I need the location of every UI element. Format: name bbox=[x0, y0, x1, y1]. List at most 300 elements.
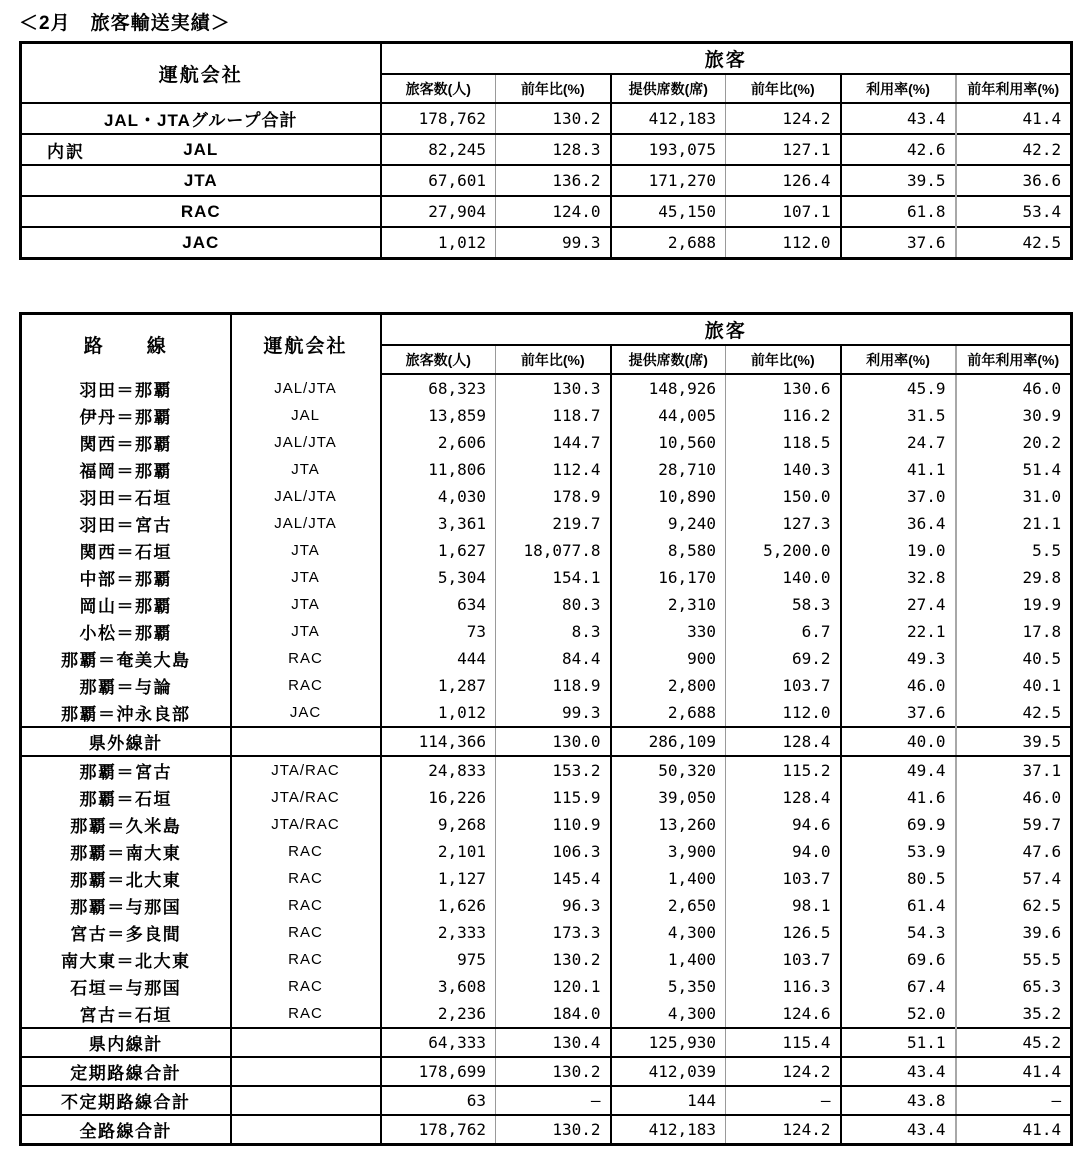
route-row bbox=[21, 699, 1072, 727]
value-cell: 2,236 bbox=[381, 1000, 496, 1028]
value-cell: 128.4 bbox=[726, 784, 841, 811]
value-cell: 2,606 bbox=[381, 429, 496, 456]
value-cell: 69.6 bbox=[841, 946, 956, 973]
value-cell: 94.0 bbox=[726, 838, 841, 865]
route-row bbox=[21, 756, 1072, 784]
route-row bbox=[21, 784, 1072, 811]
route-cell: 那覇＝石垣 bbox=[79, 790, 172, 809]
company-cell: JAL/JTA bbox=[231, 429, 381, 456]
value-cell: 412,183 bbox=[611, 103, 726, 134]
company-cell: RAC bbox=[231, 1000, 381, 1028]
company-cell bbox=[231, 1057, 381, 1086]
value-cell: 64,333 bbox=[381, 1028, 496, 1057]
company-cell bbox=[21, 165, 381, 196]
value-cell: 634 bbox=[381, 591, 496, 618]
route-row bbox=[21, 374, 1072, 402]
value-cell: 31.5 bbox=[841, 402, 956, 429]
company-cell: JAL/JTA bbox=[231, 374, 381, 402]
company-name: JAC bbox=[182, 232, 220, 252]
company-cell bbox=[231, 1086, 381, 1115]
route-header: 路 線 bbox=[83, 336, 168, 357]
value-cell: 114,366 bbox=[381, 727, 496, 756]
value-cell: 41.4 bbox=[956, 1057, 1072, 1086]
route-cell: 宮古＝石垣 bbox=[79, 1006, 172, 1025]
value-cell: 28,710 bbox=[611, 456, 726, 483]
summary-row bbox=[21, 227, 1072, 259]
value-cell: 9,240 bbox=[611, 510, 726, 537]
company-cell: JTA bbox=[231, 537, 381, 564]
value-cell: 1,627 bbox=[381, 537, 496, 564]
route-cell: 伊丹＝那覇 bbox=[79, 408, 172, 427]
summary-table bbox=[19, 41, 1073, 260]
summary-row bbox=[21, 196, 1072, 227]
value-cell: 116.3 bbox=[726, 973, 841, 1000]
value-cell: 41.4 bbox=[956, 103, 1072, 134]
value-cell: 115.9 bbox=[496, 784, 611, 811]
route-row bbox=[21, 564, 1072, 591]
value-cell: 63 bbox=[381, 1086, 496, 1115]
value-cell: 42.2 bbox=[956, 134, 1072, 165]
summary-table-body bbox=[21, 103, 1072, 259]
value-cell: 99.3 bbox=[496, 227, 611, 259]
value-cell: 73 bbox=[381, 618, 496, 645]
value-cell: 219.7 bbox=[496, 510, 611, 537]
route-cell: 関西＝那覇 bbox=[79, 435, 172, 454]
value-cell: 124.2 bbox=[726, 103, 841, 134]
value-cell: 125,930 bbox=[611, 1028, 726, 1057]
route-passenger-group-header: 旅客 bbox=[381, 314, 1072, 346]
route-cell: 那覇＝宮古 bbox=[79, 763, 172, 782]
value-cell: 20.2 bbox=[956, 429, 1072, 456]
route-cell: 那覇＝沖永良部 bbox=[61, 705, 191, 724]
value-cell: 8,580 bbox=[611, 537, 726, 564]
value-cell: – bbox=[496, 1086, 611, 1115]
column-header: 旅客数(人) bbox=[381, 345, 496, 374]
value-cell: 69.2 bbox=[726, 645, 841, 672]
company-cell: JTA bbox=[231, 456, 381, 483]
value-cell: 2,333 bbox=[381, 919, 496, 946]
column-header: 提供席数(席) bbox=[611, 345, 726, 374]
value-cell: 35.2 bbox=[956, 1000, 1072, 1028]
value-cell: 61.4 bbox=[841, 892, 956, 919]
value-cell: 110.9 bbox=[496, 811, 611, 838]
value-cell: 40.5 bbox=[956, 645, 1072, 672]
route-company-header: 運航会社 bbox=[231, 314, 381, 375]
value-cell: 36.4 bbox=[841, 510, 956, 537]
route-cell: 那覇＝久米島 bbox=[70, 817, 182, 836]
value-cell: 130.0 bbox=[496, 727, 611, 756]
value-cell: 10,890 bbox=[611, 483, 726, 510]
value-cell: 124.2 bbox=[726, 1057, 841, 1086]
value-cell: 103.7 bbox=[726, 946, 841, 973]
value-cell: 2,688 bbox=[611, 227, 726, 259]
value-cell: 2,800 bbox=[611, 672, 726, 699]
value-cell: 1,012 bbox=[381, 699, 496, 727]
value-cell: 1,400 bbox=[611, 865, 726, 892]
value-cell: 112.4 bbox=[496, 456, 611, 483]
company-name: JAL・JTAグループ合計 bbox=[103, 111, 298, 130]
total-row bbox=[21, 727, 1072, 756]
value-cell: 184.0 bbox=[496, 1000, 611, 1028]
summary-passenger-group-header: 旅客 bbox=[381, 43, 1072, 75]
value-cell: 2,101 bbox=[381, 838, 496, 865]
value-cell: 178,699 bbox=[381, 1057, 496, 1086]
column-header: 前年利用率(%) bbox=[956, 345, 1072, 374]
value-cell: 2,688 bbox=[611, 699, 726, 727]
value-cell: 50,320 bbox=[611, 756, 726, 784]
value-cell: 31.0 bbox=[956, 483, 1072, 510]
company-cell: JTA/RAC bbox=[231, 811, 381, 838]
value-cell: 59.7 bbox=[956, 811, 1072, 838]
route-cell: 県内線計 bbox=[21, 1028, 231, 1057]
route-row bbox=[21, 946, 1072, 973]
company-name: JTA bbox=[183, 170, 218, 190]
company-cell: JAL bbox=[231, 402, 381, 429]
breakdown-label: 内訳 bbox=[47, 142, 85, 161]
value-cell: 124.2 bbox=[726, 1115, 841, 1145]
value-cell: 136.2 bbox=[496, 165, 611, 196]
value-cell: 67.4 bbox=[841, 973, 956, 1000]
route-cell: 南大東＝北大東 bbox=[61, 952, 191, 971]
column-header: 前年比(%) bbox=[726, 74, 841, 103]
value-cell: 22.1 bbox=[841, 618, 956, 645]
value-cell: 80.5 bbox=[841, 865, 956, 892]
value-cell: 68,323 bbox=[381, 374, 496, 402]
summary-row bbox=[21, 165, 1072, 196]
company-cell: RAC bbox=[231, 865, 381, 892]
route-cell: 小松＝那覇 bbox=[79, 624, 172, 643]
route-cell: 中部＝那覇 bbox=[79, 570, 172, 589]
route-group-header-row bbox=[21, 314, 1072, 346]
route-row bbox=[21, 618, 1072, 645]
route-cell: 定期路線合計 bbox=[21, 1057, 231, 1086]
route-row bbox=[21, 483, 1072, 510]
route-row bbox=[21, 973, 1072, 1000]
value-cell: 286,109 bbox=[611, 727, 726, 756]
value-cell: 145.4 bbox=[496, 865, 611, 892]
value-cell: 84.4 bbox=[496, 645, 611, 672]
value-cell: 18,077.8 bbox=[496, 537, 611, 564]
route-cell: 不定期路線合計 bbox=[21, 1086, 231, 1115]
value-cell: 116.2 bbox=[726, 402, 841, 429]
route-cell: 全路線合計 bbox=[21, 1115, 231, 1145]
company-cell bbox=[231, 1028, 381, 1057]
value-cell: 153.2 bbox=[496, 756, 611, 784]
value-cell: 39.6 bbox=[956, 919, 1072, 946]
value-cell: 24,833 bbox=[381, 756, 496, 784]
value-cell: – bbox=[956, 1086, 1072, 1115]
route-cell: 那覇＝南大東 bbox=[70, 844, 182, 863]
total-row bbox=[21, 1028, 1072, 1057]
column-header: 提供席数(席) bbox=[611, 74, 726, 103]
company-cell: RAC bbox=[231, 838, 381, 865]
value-cell: 82,245 bbox=[381, 134, 496, 165]
value-cell: 42.6 bbox=[841, 134, 956, 165]
value-cell: 52.0 bbox=[841, 1000, 956, 1028]
company-cell: JTA/RAC bbox=[231, 784, 381, 811]
value-cell: 94.6 bbox=[726, 811, 841, 838]
value-cell: 53.9 bbox=[841, 838, 956, 865]
value-cell: 126.5 bbox=[726, 919, 841, 946]
company-cell: RAC bbox=[231, 946, 381, 973]
value-cell: 51.1 bbox=[841, 1028, 956, 1057]
value-cell: 444 bbox=[381, 645, 496, 672]
column-header: 前年比(%) bbox=[726, 345, 841, 374]
route-cell: 県外線計 bbox=[21, 727, 231, 756]
route-cell: 羽田＝石垣 bbox=[79, 489, 172, 508]
company-name: RAC bbox=[180, 201, 221, 221]
route-row bbox=[21, 892, 1072, 919]
value-cell: – bbox=[726, 1086, 841, 1115]
value-cell: 44,005 bbox=[611, 402, 726, 429]
value-cell: 13,260 bbox=[611, 811, 726, 838]
value-cell: 54.3 bbox=[841, 919, 956, 946]
company-cell: JAL/JTA bbox=[231, 483, 381, 510]
value-cell: 107.1 bbox=[726, 196, 841, 227]
value-cell: 67,601 bbox=[381, 165, 496, 196]
summary-company-header: 運航会社 bbox=[21, 43, 381, 104]
company-name: JAL bbox=[183, 139, 219, 159]
value-cell: 130.6 bbox=[726, 374, 841, 402]
value-cell: 43.4 bbox=[841, 1115, 956, 1145]
value-cell: 4,300 bbox=[611, 919, 726, 946]
value-cell: 103.7 bbox=[726, 672, 841, 699]
total-row bbox=[21, 1057, 1072, 1086]
value-cell: 1,626 bbox=[381, 892, 496, 919]
value-cell: 45,150 bbox=[611, 196, 726, 227]
route-row bbox=[21, 672, 1072, 699]
company-cell: RAC bbox=[231, 919, 381, 946]
value-cell: 144 bbox=[611, 1086, 726, 1115]
value-cell: 1,127 bbox=[381, 865, 496, 892]
value-cell: 21.1 bbox=[956, 510, 1072, 537]
value-cell: 412,039 bbox=[611, 1057, 726, 1086]
value-cell: 2,310 bbox=[611, 591, 726, 618]
summary-row bbox=[21, 103, 1072, 134]
value-cell: 126.4 bbox=[726, 165, 841, 196]
value-cell: 3,608 bbox=[381, 973, 496, 1000]
table-gap bbox=[19, 260, 1070, 312]
value-cell: 37.0 bbox=[841, 483, 956, 510]
route-row bbox=[21, 591, 1072, 618]
value-cell: 43.4 bbox=[841, 103, 956, 134]
value-cell: 1,400 bbox=[611, 946, 726, 973]
route-row bbox=[21, 811, 1072, 838]
value-cell: 41.1 bbox=[841, 456, 956, 483]
value-cell: 37.6 bbox=[841, 227, 956, 259]
value-cell: 178,762 bbox=[381, 103, 496, 134]
route-cell: 那覇＝与那国 bbox=[70, 898, 182, 917]
value-cell: 130.2 bbox=[496, 946, 611, 973]
column-header: 前年利用率(%) bbox=[956, 74, 1072, 103]
value-cell: 1,287 bbox=[381, 672, 496, 699]
route-cell: 那覇＝奄美大島 bbox=[61, 651, 191, 670]
company-cell bbox=[21, 134, 381, 165]
company-cell: RAC bbox=[231, 892, 381, 919]
value-cell: 46.0 bbox=[956, 784, 1072, 811]
value-cell: 37.1 bbox=[956, 756, 1072, 784]
value-cell: 412,183 bbox=[611, 1115, 726, 1145]
route-cell: 羽田＝那覇 bbox=[79, 380, 172, 400]
route-row bbox=[21, 537, 1072, 564]
value-cell: 10,560 bbox=[611, 429, 726, 456]
value-cell: 120.1 bbox=[496, 973, 611, 1000]
value-cell: 128.3 bbox=[496, 134, 611, 165]
value-cell: 51.4 bbox=[956, 456, 1072, 483]
value-cell: 106.3 bbox=[496, 838, 611, 865]
value-cell: 11,806 bbox=[381, 456, 496, 483]
company-cell bbox=[21, 103, 381, 134]
company-cell: RAC bbox=[231, 672, 381, 699]
value-cell: 62.5 bbox=[956, 892, 1072, 919]
value-cell: 32.8 bbox=[841, 564, 956, 591]
value-cell: 127.3 bbox=[726, 510, 841, 537]
value-cell: 27,904 bbox=[381, 196, 496, 227]
value-cell: 69.9 bbox=[841, 811, 956, 838]
route-row bbox=[21, 865, 1072, 892]
value-cell: 193,075 bbox=[611, 134, 726, 165]
value-cell: 3,361 bbox=[381, 510, 496, 537]
column-header: 前年比(%) bbox=[496, 74, 611, 103]
route-cell: 羽田＝宮古 bbox=[79, 516, 172, 535]
value-cell: 65.3 bbox=[956, 973, 1072, 1000]
value-cell: 975 bbox=[381, 946, 496, 973]
value-cell: 171,270 bbox=[611, 165, 726, 196]
value-cell: 16,226 bbox=[381, 784, 496, 811]
value-cell: 5,350 bbox=[611, 973, 726, 1000]
route-cell: 岡山＝那覇 bbox=[79, 597, 172, 616]
company-cell: JTA bbox=[231, 618, 381, 645]
company-cell bbox=[21, 196, 381, 227]
value-cell: 5,304 bbox=[381, 564, 496, 591]
route-row bbox=[21, 1000, 1072, 1028]
value-cell: 42.5 bbox=[956, 699, 1072, 727]
value-cell: 130.4 bbox=[496, 1028, 611, 1057]
value-cell: 124.0 bbox=[496, 196, 611, 227]
value-cell: 178,762 bbox=[381, 1115, 496, 1145]
value-cell: 61.8 bbox=[841, 196, 956, 227]
route-cell: 那覇＝与論 bbox=[79, 678, 172, 697]
value-cell: 43.8 bbox=[841, 1086, 956, 1115]
value-cell: 80.3 bbox=[496, 591, 611, 618]
total-row bbox=[21, 1115, 1072, 1145]
value-cell: 41.4 bbox=[956, 1115, 1072, 1145]
value-cell: 124.6 bbox=[726, 1000, 841, 1028]
company-cell bbox=[231, 1115, 381, 1145]
value-cell: 98.1 bbox=[726, 892, 841, 919]
value-cell: 3,900 bbox=[611, 838, 726, 865]
value-cell: 46.0 bbox=[841, 672, 956, 699]
value-cell: 13,859 bbox=[381, 402, 496, 429]
value-cell: 99.3 bbox=[496, 699, 611, 727]
page-title: ＜2月 旅客輸送実績＞ bbox=[19, 13, 231, 34]
value-cell: 150.0 bbox=[726, 483, 841, 510]
value-cell: 37.6 bbox=[841, 699, 956, 727]
value-cell: 115.4 bbox=[726, 1028, 841, 1057]
route-table-body bbox=[21, 374, 1072, 1145]
value-cell: 140.0 bbox=[726, 564, 841, 591]
route-cell: 福岡＝那覇 bbox=[79, 462, 172, 481]
value-cell: 17.8 bbox=[956, 618, 1072, 645]
value-cell: 19.9 bbox=[956, 591, 1072, 618]
value-cell: 8.3 bbox=[496, 618, 611, 645]
value-cell: 45.2 bbox=[956, 1028, 1072, 1057]
value-cell: 43.4 bbox=[841, 1057, 956, 1086]
route-cell: 宮古＝多良間 bbox=[70, 925, 182, 944]
value-cell: 58.3 bbox=[726, 591, 841, 618]
value-cell: 45.9 bbox=[841, 374, 956, 402]
route-row bbox=[21, 510, 1072, 537]
company-cell: JTA bbox=[231, 591, 381, 618]
route-row bbox=[21, 645, 1072, 672]
column-header: 利用率(%) bbox=[841, 74, 956, 103]
value-cell: 55.5 bbox=[956, 946, 1072, 973]
value-cell: 30.9 bbox=[956, 402, 1072, 429]
company-cell bbox=[21, 227, 381, 259]
value-cell: 42.5 bbox=[956, 227, 1072, 259]
value-cell: 128.4 bbox=[726, 727, 841, 756]
value-cell: 47.6 bbox=[956, 838, 1072, 865]
value-cell: 900 bbox=[611, 645, 726, 672]
value-cell: 41.6 bbox=[841, 784, 956, 811]
value-cell: 40.0 bbox=[841, 727, 956, 756]
value-cell: 118.5 bbox=[726, 429, 841, 456]
route-row bbox=[21, 838, 1072, 865]
value-cell: 5.5 bbox=[956, 537, 1072, 564]
value-cell: 115.2 bbox=[726, 756, 841, 784]
company-cell: RAC bbox=[231, 973, 381, 1000]
total-row bbox=[21, 1086, 1072, 1115]
value-cell: 178.9 bbox=[496, 483, 611, 510]
value-cell: 130.3 bbox=[496, 374, 611, 402]
value-cell: 39.5 bbox=[956, 727, 1072, 756]
route-row bbox=[21, 429, 1072, 456]
route-cell: 石垣＝与那国 bbox=[70, 979, 182, 998]
value-cell: 53.4 bbox=[956, 196, 1072, 227]
value-cell: 118.9 bbox=[496, 672, 611, 699]
value-cell: 96.3 bbox=[496, 892, 611, 919]
value-cell: 130.2 bbox=[496, 103, 611, 134]
value-cell: 1,012 bbox=[381, 227, 496, 259]
value-cell: 5,200.0 bbox=[726, 537, 841, 564]
column-header: 旅客数(人) bbox=[381, 74, 496, 103]
value-cell: 9,268 bbox=[381, 811, 496, 838]
value-cell: 6.7 bbox=[726, 618, 841, 645]
value-cell: 112.0 bbox=[726, 227, 841, 259]
value-cell: 130.2 bbox=[496, 1057, 611, 1086]
value-cell: 127.1 bbox=[726, 134, 841, 165]
company-cell: JAL/JTA bbox=[231, 510, 381, 537]
value-cell: 103.7 bbox=[726, 865, 841, 892]
summary-group-header-row bbox=[21, 43, 1072, 75]
value-cell: 29.8 bbox=[956, 564, 1072, 591]
column-header: 利用率(%) bbox=[841, 345, 956, 374]
company-cell: JTA/RAC bbox=[231, 756, 381, 784]
value-cell: 46.0 bbox=[956, 374, 1072, 402]
company-cell bbox=[231, 727, 381, 756]
value-cell: 112.0 bbox=[726, 699, 841, 727]
value-cell: 140.3 bbox=[726, 456, 841, 483]
value-cell: 57.4 bbox=[956, 865, 1072, 892]
value-cell: 173.3 bbox=[496, 919, 611, 946]
value-cell: 39,050 bbox=[611, 784, 726, 811]
value-cell: 2,650 bbox=[611, 892, 726, 919]
value-cell: 154.1 bbox=[496, 564, 611, 591]
company-cell: JTA bbox=[231, 564, 381, 591]
value-cell: 130.2 bbox=[496, 1115, 611, 1145]
route-cell: 那覇＝北大東 bbox=[70, 871, 182, 890]
value-cell: 40.1 bbox=[956, 672, 1072, 699]
